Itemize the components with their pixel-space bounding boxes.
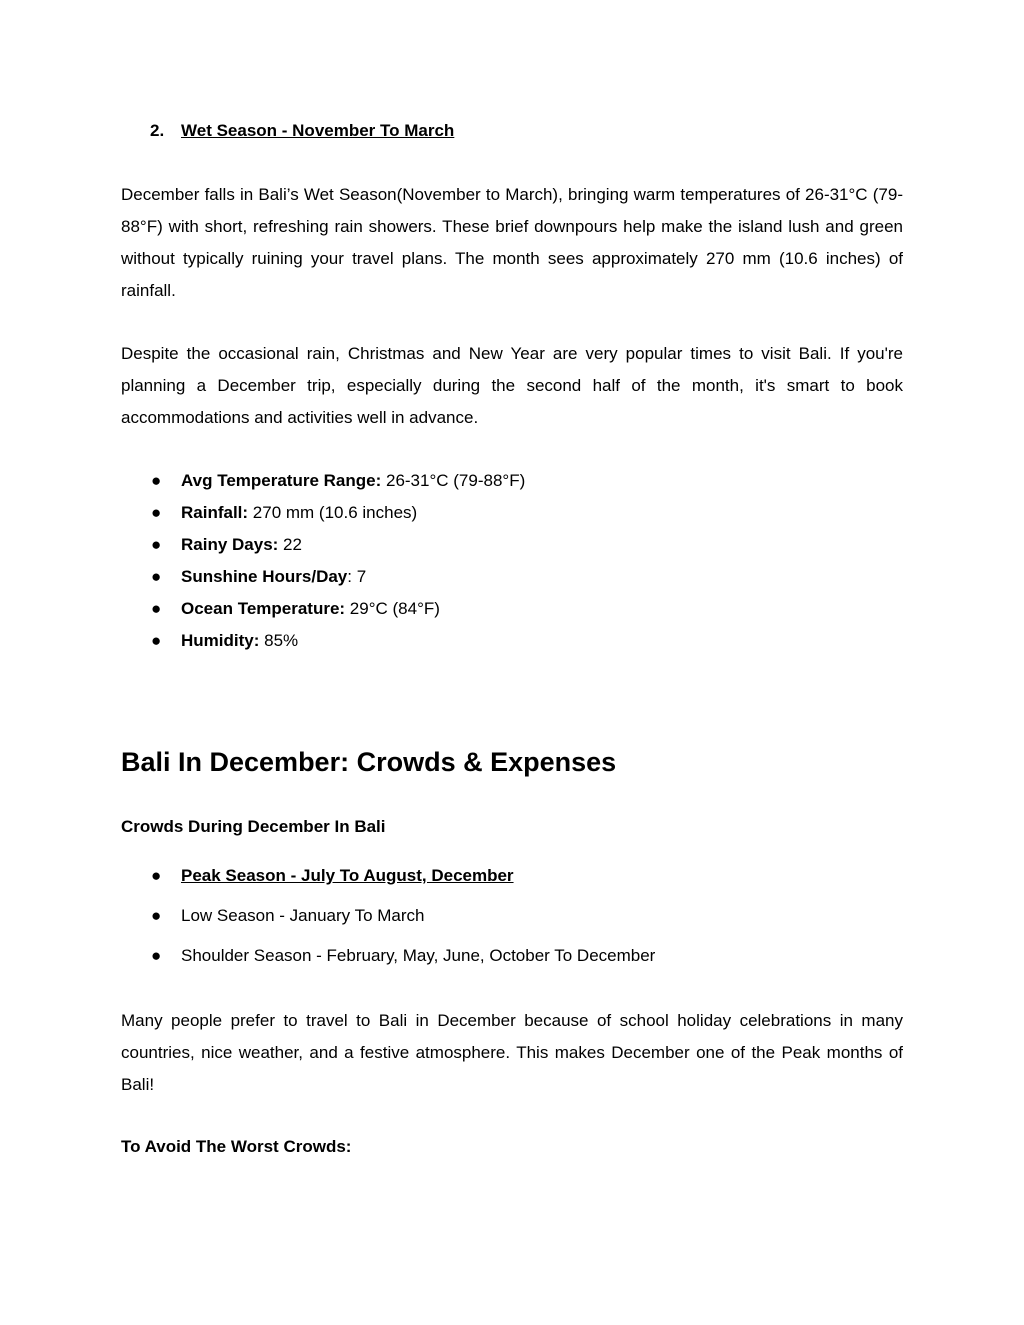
section-title: Bali In December: Crowds & Expenses	[121, 747, 617, 777]
stat-label: Rainfall:	[181, 503, 249, 522]
list-number: 2.	[150, 121, 165, 140]
bullet-icon: ●	[151, 906, 162, 925]
season-text: Shoulder Season - February, May, June, October To December	[181, 946, 656, 965]
holiday-paragraph: Despite the occasional rain, Christmas and New Year are very popular times to visit Bali. If you're planning a December trip, especially during the second half of the month, it's smart to book accommodations and activities well in advance.	[121, 344, 903, 427]
stat-label: Ocean Temperature:	[181, 599, 346, 618]
stat-value: 270 mm (10.6 inches)	[248, 503, 418, 522]
peak-paragraph: Many people prefer to travel to Bali in December because of school holiday celebrations in many countries, nice weather, and a festive atmosphere. This makes December one of the Peak months of Bali!	[121, 1011, 903, 1094]
list-item	[121, 529, 525, 561]
list-item	[121, 465, 525, 497]
bullet-icon: ●	[151, 631, 162, 650]
stat-value: 85%	[259, 631, 299, 650]
stat-value: 22	[278, 535, 302, 554]
list-item	[121, 900, 655, 940]
wet-season-title: Wet Season - November To March	[181, 121, 455, 140]
weather-stats-list	[121, 465, 525, 657]
stat-value: 29°C (84°F)	[345, 599, 440, 618]
stat-label: Avg Temperature Range:	[181, 471, 382, 490]
list-item	[121, 940, 655, 980]
season-text: Low Season - January To March	[181, 906, 425, 925]
bullet-icon: ●	[151, 567, 162, 586]
list-item	[121, 497, 525, 529]
stat-label: Sunshine Hours/Day	[181, 567, 348, 586]
list-item	[121, 561, 525, 593]
bullet-icon: ●	[151, 471, 162, 490]
peak-season-link[interactable]: Peak Season - July To August, December	[181, 866, 514, 885]
stat-value: : 7	[347, 567, 367, 586]
bullet-icon: ●	[151, 535, 162, 554]
stat-value: 26-31°C (79-88°F)	[381, 471, 526, 490]
list-item	[121, 593, 525, 625]
bullet-icon: ●	[151, 599, 162, 618]
list-item	[121, 625, 525, 657]
bullet-icon: ●	[151, 503, 162, 522]
wet-season-paragraph: December falls in Bali’s Wet Season(November to March), bringing warm temperatures of 26-31°C (79-88°F) with short, refreshing rain showers. These brief downpours help make the island lush and green without typically ruining your travel plans. The month sees approximately 270 mm (10.6 inches) of rainfall.	[121, 185, 903, 300]
bullet-icon: ●	[151, 866, 162, 885]
bullet-icon: ●	[151, 946, 162, 965]
avoid-crowds-heading: To Avoid The Worst Crowds:	[121, 1137, 352, 1156]
crowds-heading: Crowds During December In Bali	[121, 817, 386, 836]
stat-label: Rainy Days:	[181, 535, 279, 554]
stat-label: Humidity:	[181, 631, 260, 650]
wet-season-heading	[150, 120, 454, 142]
list-item[interactable]	[121, 860, 655, 900]
seasons-list	[121, 860, 655, 980]
